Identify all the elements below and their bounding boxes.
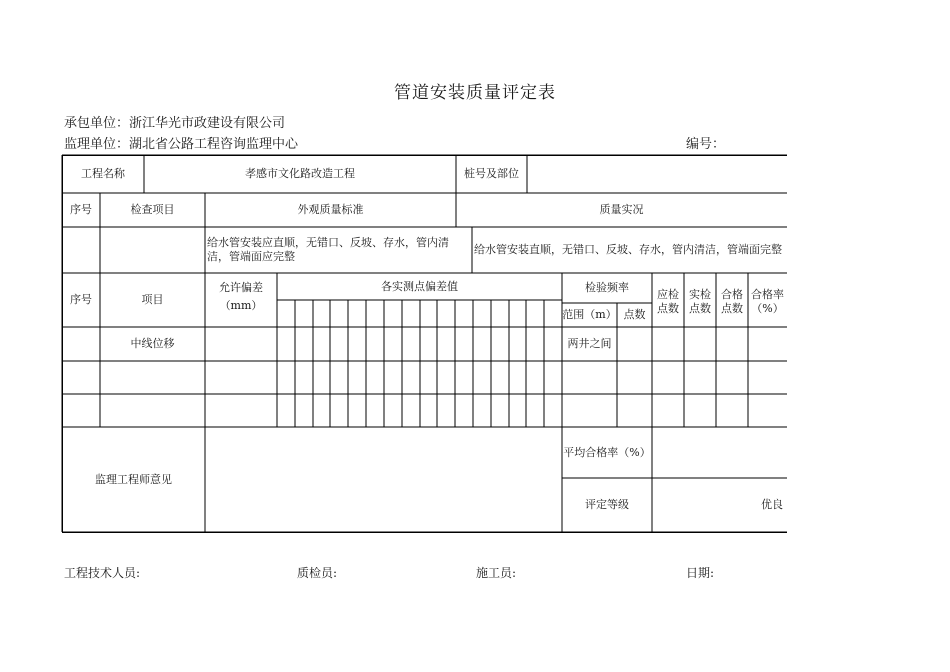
date-label: 日期: [686,566,715,580]
appearance-standard: 给水管安装应直顺，无错口、反坡、存水，管内清洁，管端面应完整 [207,236,449,263]
contractor-line: 承包单位：浙江华光市政建设有限公司 [64,116,286,131]
qualified-points-line2: 点数 [721,302,743,315]
seq-label-2: 序号 [70,293,92,306]
row1-item: 中线位移 [130,337,175,350]
grade-label: 评定等级 [585,498,629,511]
engineer-opinion-label: 监理工程师意见 [95,472,172,486]
qualified-rate-line1: 合格率 [751,288,784,301]
quality-actual-label: 质量实况 [599,203,644,216]
builder-label: 施工员: [476,566,517,580]
points-label: 点数 [623,308,646,321]
grade-value: 优良 [761,498,783,511]
appearance-label: 外观质量标准 [297,203,364,216]
project-name-value: 孝感市文化路改造工程 [245,167,355,180]
check-item-label: 检查项目 [130,203,175,216]
number-label: 编号： [686,137,726,152]
avg-rate-label: 平均合格率（%） [563,445,651,459]
freq-label: 检验频率 [585,281,629,294]
tolerance-label: 允许偏差 [219,281,263,294]
project-name-label: 工程名称 [81,167,125,180]
appearance-actual: 给水管安装直顺，无错口、反坡、存水，管内清洁，管端面完整 [474,243,782,256]
required-points-line1: 应检 [657,288,679,301]
actual-points-line1: 实检 [689,288,711,301]
deviation-label: 各实测点偏差值 [381,279,458,293]
item-label: 项目 [141,293,164,306]
tolerance-unit: （mm） [219,299,263,312]
actual-points-line2: 点数 [689,302,711,315]
supervisor-line: 监理单位：湖北省公路工程咨询监理中心 [64,137,299,152]
qualified-points-line1: 合格 [721,288,743,301]
station-label: 桩号及部位 [464,167,519,180]
qualified-rate-line2: （%） [751,302,784,315]
seq-label: 序号 [70,203,92,216]
page-title: 管道安装质量评定表 [394,83,556,103]
inspector-label: 质检员: [297,566,338,580]
tech-staff-label: 工程技术人员: [64,566,141,580]
range-label: 范围（m） [562,308,617,321]
row1-range: 两井之间 [567,337,612,350]
required-points-line2: 点数 [657,302,679,315]
